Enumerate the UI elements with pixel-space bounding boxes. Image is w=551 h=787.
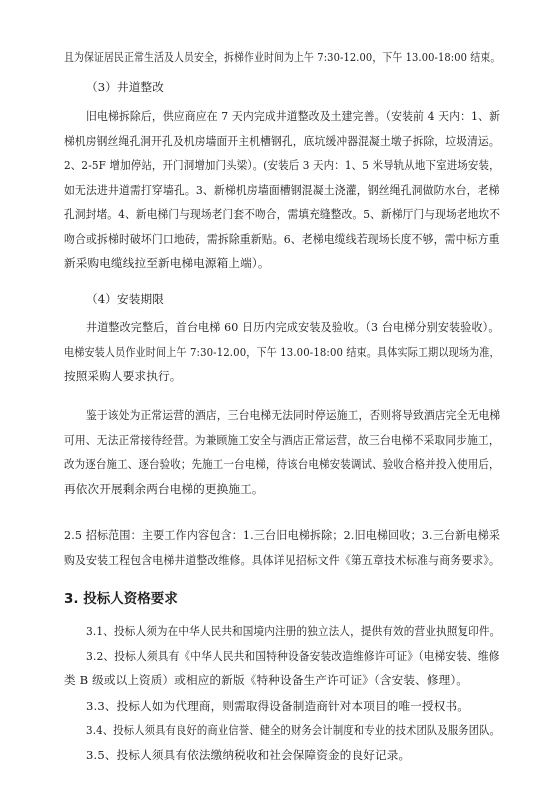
- list-item: 3.1、投标人须为在中华人民共和国境内注册的独立法人，提供有效的营业执照复印件。: [86, 624, 501, 638]
- text-line: 电梯安装人员作业时间上午 7:30-12.00，下午 13.00-18:00 结束。具体实际工期以现场为准，: [64, 345, 500, 359]
- text-line: 如无法进井道需打穿墙孔。3、新梯机房墙面槽钢混凝土浇灌，钢丝绳孔洞做防水台，老梯: [64, 183, 500, 197]
- subsection-title: （4）安装期限: [86, 292, 164, 306]
- text-line: 新采购电缆线拉至新电梯电源箱上端）。: [64, 256, 270, 270]
- text-line: 按照采购人要求执行。: [64, 369, 182, 383]
- text-line: 改为逐台施工、逐台验收；先施工一台电梯，待该台电梯安装调试、验收合格并投入使用后，: [64, 457, 500, 471]
- text-line: 井道整改完整后，首台电梯 60 日历内完成安装及验收。（3 台电梯分别安装验收）。: [86, 320, 500, 334]
- text-line: 孔洞封堵。4、新电梯门与现场老门套不吻合，需填充缝整改。5、新梯厅门与现场老地坎不: [64, 207, 501, 221]
- text-line: 旧电梯拆除后，供应商应在 7 天内完成井道整改及土建完善。（安装前 4 天内：1、新: [86, 109, 501, 123]
- text-line: 2.5 招标范围：主要工作内容包含：1.三台旧电梯拆除；2.旧电梯回收；3.三台新电梯采: [64, 528, 501, 542]
- list-item: 3.4、投标人须具有良好的商业信誉、健全的财务会计制度和专业的技术团队及服务团队。: [86, 723, 501, 737]
- text-line: 可用、无法正常接待经营。为兼顾施工安全与酒店正常运营，故三台电梯不采取同步施工，: [64, 433, 500, 447]
- list-item: 3.3、投标人如为代理商，则需取得设备制造商针对本项目的唯一授权书。: [86, 699, 469, 713]
- text-line: 鉴于该处为正常运营的酒店，三台电梯无法同时停运施工，否则将导致酒店完全无电梯: [86, 408, 501, 422]
- text-line: 类 B 级或以上资质）或相应的新版《特种设备生产许可证》（含安装、修理）。: [64, 673, 469, 687]
- section-heading: 3. 投标人资格要求: [64, 591, 178, 607]
- subsection-title: （3）井道整改: [86, 80, 164, 94]
- text-line: 梯机房钢丝绳孔洞开孔及机房墙面开主机槽钢孔，底坑缓冲器混凝土墩子拆除，垃圾清运。: [64, 134, 500, 148]
- text-line: 吻合或拆梯时破坏门口地砖，需拆除重新贴。6、老梯电缆线若现场长度不够，需中标方重: [64, 232, 500, 246]
- text-line: 购及安装工程包含电梯井道整改维修。具体详见招标文件《第五章技术标准与商务要求》。: [64, 553, 500, 567]
- text-line: 2、2-5F 增加停站，开门洞增加门头梁）。(安装后 3 天内：1、5 米导轨从地下室进场安装，: [64, 158, 500, 172]
- text-line: 且为保证居民正常生活及人员安全，拆梯作业时间为上午 7:30-12.00，下午 13.00-18:00 结束。: [64, 50, 501, 64]
- list-item: 3.5、投标人须具有依法缴纳税收和社会保障资金的良好记录。: [86, 748, 411, 762]
- text-line: 再依次开展剩余两台电梯的更换施工。: [64, 482, 264, 496]
- list-item: 3.2、投标人须具有《中华人民共和国特种设备安装改造维修许可证》（电梯安装、维修: [86, 649, 500, 663]
